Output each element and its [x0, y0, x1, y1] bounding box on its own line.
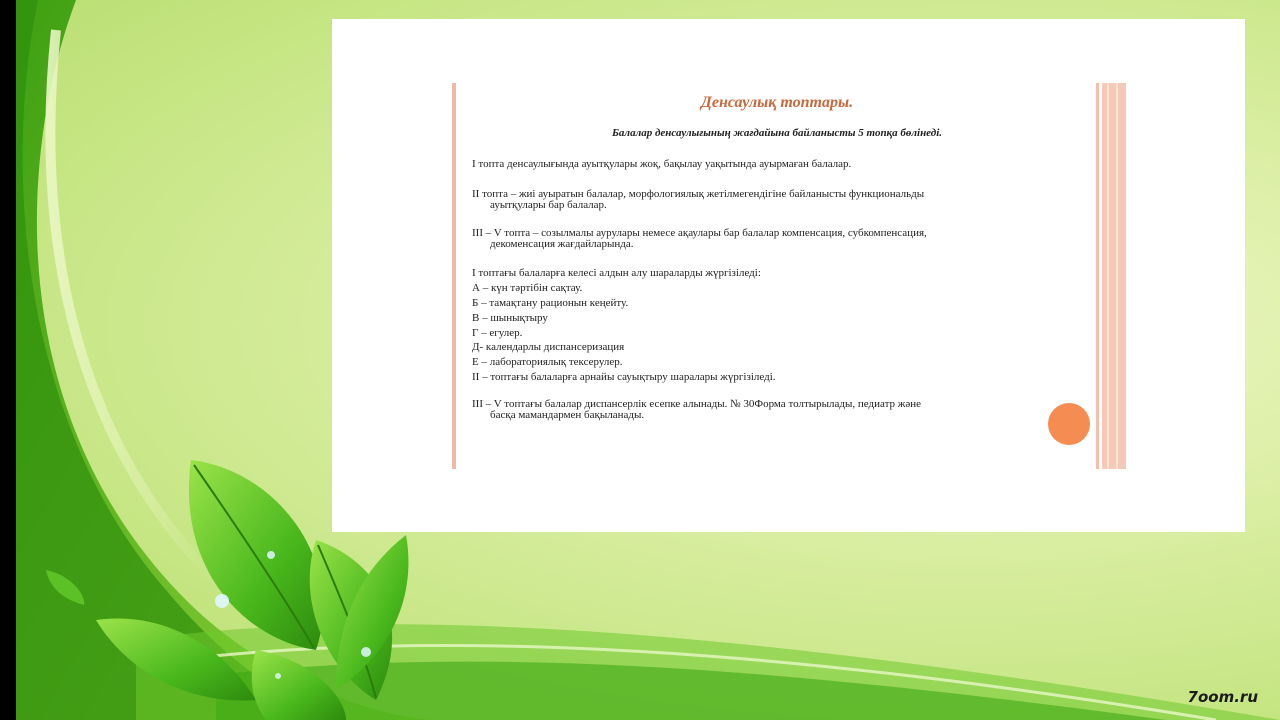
group-2-line-1: II топта – жиі ауыратын балалар, морфологиялық жетілмегендігіне байланысты функциональды — [472, 188, 925, 200]
final-line-1: III – V топтағы балалар диспансерлік есепке алынады. № 30Форма толтырылады, педиатр және — [472, 398, 922, 410]
group-3-line-2: декоменсация жағдайларында. — [490, 238, 634, 250]
slide-background — [16, 0, 1280, 720]
decor-bar-right — [1096, 83, 1099, 469]
decor-bar-right — [1107, 83, 1109, 469]
watermark: 7oom.ru — [1187, 688, 1258, 706]
document-panel — [332, 19, 1245, 532]
measures-intro: I топтағы балаларға келесі алдын алу шараларды жүргізіледі: — [472, 267, 761, 279]
document-title: Денсаулық топтары. — [700, 94, 854, 111]
group-2-text — [472, 189, 1072, 211]
list-item: II – топтағы балаларға арнайы сауықтыру шаралары жүргізіледі. — [472, 371, 776, 383]
list-item: Г – егулер. — [472, 327, 523, 339]
decor-bar-right — [1116, 83, 1118, 469]
list-item: В – шынықтыру — [472, 312, 548, 324]
list-item: А – күн тәртібін сақтау. — [472, 282, 583, 294]
group-3-line-1: III – V топта – созылмалы аурулары немесе ақаулары бар балалар компенсация, субкомпенсация, — [472, 227, 927, 239]
embedded-slide — [452, 83, 1128, 469]
group-3-text — [472, 228, 1072, 250]
list-item: Д- календарлы диспансеризация — [472, 341, 625, 353]
decor-bar-right — [1102, 83, 1126, 469]
list-item: Е – лабораториялық тексерулер. — [472, 356, 623, 368]
final-text — [472, 399, 1072, 421]
decor-bar-left — [452, 83, 456, 469]
list-item: Б – тамақтану рационын кеңейту. — [472, 297, 629, 309]
group-2-line-2: ауытқулары бар балалар. — [490, 199, 607, 211]
final-line-2: басқа мамандармен бақыланады. — [490, 409, 645, 421]
group-1-text: I топта денсаулығында ауытқулары жоқ, бақылау уақытында ауырмаған балалар. — [472, 158, 852, 170]
document-subtitle: Балалар денсаулығының жағдайына байланысты 5 топқа бөлінеді. — [611, 127, 943, 139]
